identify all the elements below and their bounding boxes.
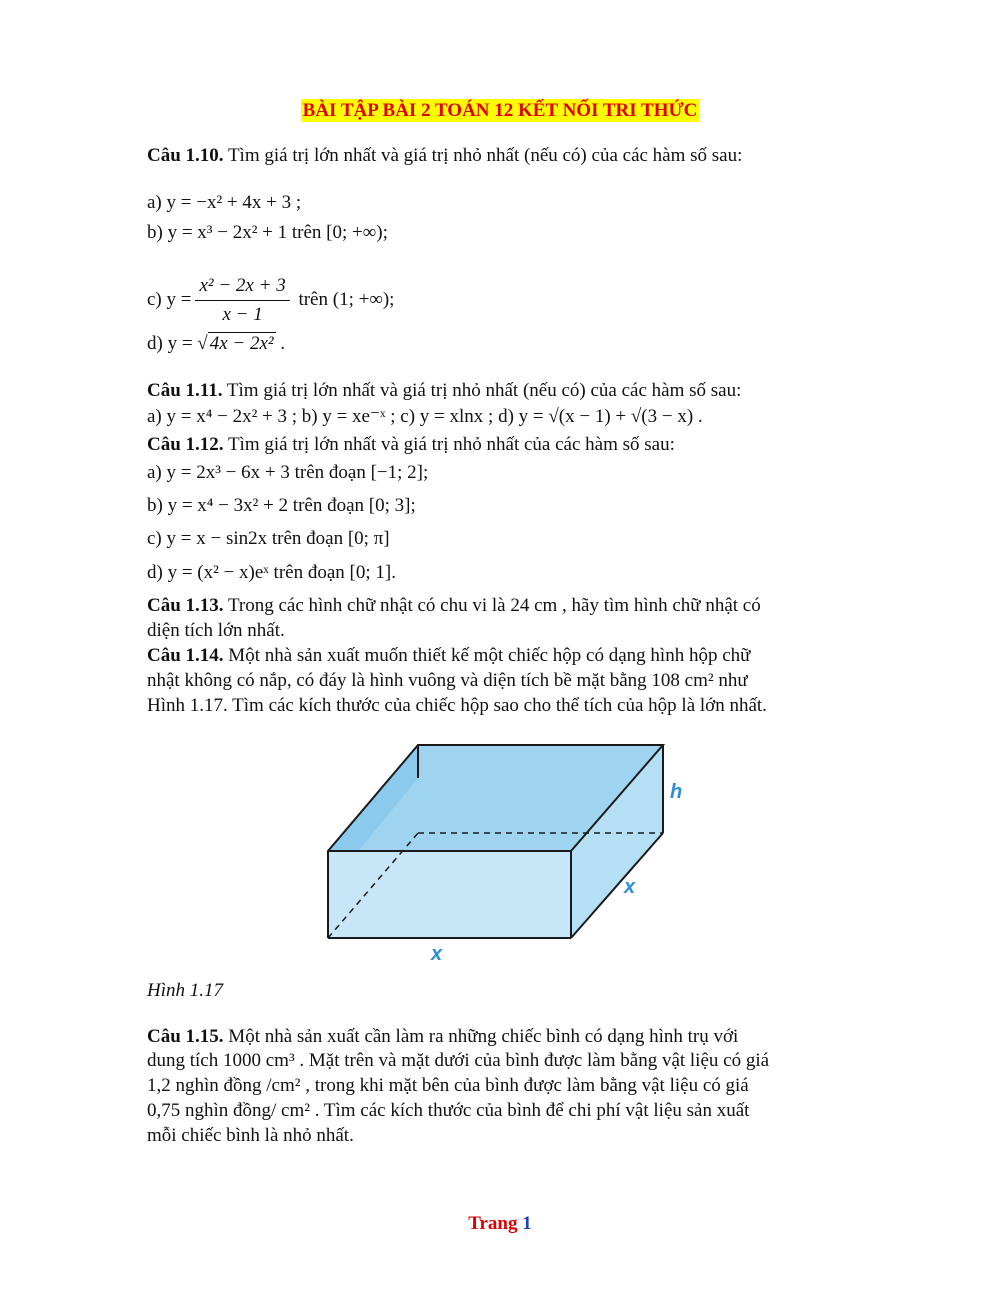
- square-root: 4x − 2x²: [209, 333, 274, 354]
- question-label: Câu 1.15.: [147, 1026, 224, 1047]
- exercise-b: b) y = x⁴ − 3x² + 2 trên đoạn [0; 3];: [147, 495, 416, 516]
- depth-label: x: [624, 876, 636, 898]
- figure-caption: Hình 1.17: [147, 980, 223, 1001]
- page-title: BÀI TẬP BÀI 2 TOÁN 12 KẾT NỐI TRI THỨC: [302, 100, 698, 121]
- question-label: Câu 1.11.: [147, 380, 223, 401]
- exercise-a: a) y = −x² + 4x + 3 ;: [147, 192, 302, 213]
- box-figure: [318, 738, 683, 970]
- exercise-items: a) y = x⁴ − 2x² + 3 ; b) y = xe⁻ˣ ; c) y = xlnx ; d) y = √(x − 1) + √(3 − x) .: [147, 406, 703, 427]
- question-text: Hình 1.17. Tìm các kích thước của chiếc hộp sao cho thể tích của hộp là lớn nhất.: [147, 695, 767, 716]
- question-1-10: [147, 144, 742, 168]
- question-1-11: [147, 379, 741, 403]
- exercise-c: c) y = $\frac{\text{x² − 2x + 3}}{x - 1}$ trên (1; +∞);: [147, 275, 395, 325]
- height-label: h: [670, 781, 683, 803]
- question-text: 0,75 nghìn đồng/ cm² . Tìm các kích thước của bình để chi phí vật liệu sản xuất: [147, 1100, 750, 1121]
- question-text: diện tích lớn nhất.: [147, 620, 285, 641]
- page-number: 1: [522, 1213, 532, 1234]
- page-footer: [0, 1213, 1000, 1235]
- question-label: Câu 1.13.: [147, 595, 224, 616]
- question-text: Tìm giá trị lớn nhất và giá trị nhỏ nhất (nếu có) của các hàm số sau:: [222, 380, 742, 401]
- question-1-12: [147, 433, 675, 457]
- question-1-14: Câu 1.14. Một nhà sản xuất muốn thiết kế một chiếc hộp có dạng hình hộp chữ: [147, 645, 751, 666]
- question-text: Tìm giá trị lớn nhất và giá trị nhỏ nhất của các hàm số sau:: [223, 434, 675, 455]
- exercise-c: c) y = x − sin2x trên đoạn [0; π]: [147, 528, 390, 549]
- question-label: Câu 1.14.: [147, 645, 224, 666]
- width-label: x: [431, 943, 443, 965]
- question-label: Câu 1.12.: [147, 434, 224, 455]
- question-text: nhật không có nắp, có đáy là hình vuông và diện tích bề mặt bằng 108 cm² như: [147, 670, 748, 691]
- question-1-15: Câu 1.15. Một nhà sản xuất cần làm ra những chiếc bình có dạng hình trụ với: [147, 1026, 739, 1047]
- question-text: mỗi chiếc bình là nhỏ nhất.: [147, 1125, 354, 1146]
- question-text: Tìm giá trị lớn nhất và giá trị nhỏ nhất (nếu có) của các hàm số sau:: [223, 145, 743, 166]
- exercise-a: a) y = 2x³ − 6x + 3 trên đoạn [−1; 2];: [147, 462, 429, 483]
- exercise-d: d) y = √ 4x − 2x² .: [147, 333, 286, 354]
- question-text: dung tích 1000 cm³ . Mặt trên và mặt dưới của bình được làm bằng vật liệu có giá: [147, 1050, 770, 1071]
- fraction: $\frac{\text{x² − 2x + 3}}{x - 1}$: [195, 274, 289, 327]
- exercise-d: d) y = (x² − x)eˣ trên đoạn [0; 1].: [147, 562, 396, 583]
- question-label: Câu 1.10.: [147, 145, 224, 166]
- question-text: 1,2 nghìn đồng /cm² , trong khi mặt bên của bình được làm bằng vật liệu có giá: [147, 1075, 749, 1096]
- page-word: Trang: [468, 1213, 518, 1234]
- exercise-b: b) y = x³ − 2x² + 1 trên [0; +∞);: [147, 222, 388, 243]
- question-1-13: Câu 1.13. Trong các hình chữ nhật có chu vi là 24 cm , hãy tìm hình chữ nhật có: [147, 595, 761, 616]
